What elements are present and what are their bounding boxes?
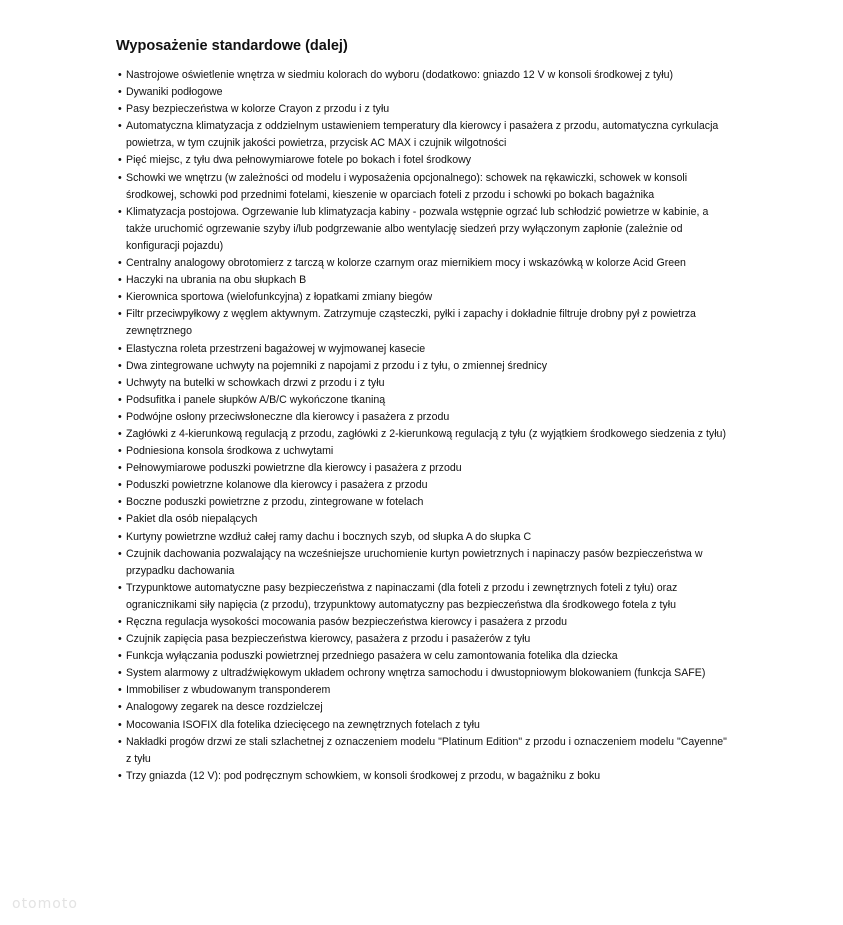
list-item: • Analogowy zegarek na desce rozdzielczej	[116, 699, 731, 716]
list-item: • Kierownica sportowa (wielofunkcyjna) z łopatkami zmiany biegów	[116, 289, 731, 306]
list-item: • Poduszki powietrzne kolanowe dla kierowcy i pasażera z przodu	[116, 477, 731, 494]
list-item: • Schowki we wnętrzu (w zależności od modelu i wyposażenia opcjonalnego): schowek na rękawiczki, schowek w konsoli środkowej, schowki pod przednimi fotelami, kieszenie w oparciach foteli z przodu i schowki po bokach bagażnika	[116, 170, 731, 204]
list-item: • Elastyczna roleta przestrzeni bagażowej w wyjmowanej kasecie	[116, 341, 731, 358]
watermark-logo: otomoto	[12, 896, 78, 912]
list-item: • Klimatyzacja postojowa. Ogrzewanie lub klimatyzacja kabiny - pozwala wstępnie ogrzać lub schłodzić powietrze w kabinie, a także uruchomić ogrzewanie szyby i/lub podgrzewanie albo wentylację siedzeń przy wyłączonym zapłonie (zależnie od konfiguracji pojazdu)	[116, 204, 731, 255]
list-item: • Podsufitka i panele słupków A/B/C wykończone tkaniną	[116, 392, 731, 409]
list-item: • Dywaniki podłogowe	[116, 84, 731, 101]
list-item: • Podniesiona konsola środkowa z uchwytami	[116, 443, 731, 460]
list-item: • Pięć miejsc, z tyłu dwa pełnowymiarowe fotele po bokach i fotel środkowy	[116, 152, 731, 169]
list-item: • Funkcja wyłączania poduszki powietrznej przedniego pasażera w celu zamontowania fotelika dla dziecka	[116, 648, 731, 665]
list-item: • Czujnik zapięcia pasa bezpieczeństwa kierowcy, pasażera z przodu i pasażerów z tyłu	[116, 631, 731, 648]
list-item: • Immobiliser z wbudowanym transponderem	[116, 682, 731, 699]
list-item: • Podwójne osłony przeciwsłoneczne dla kierowcy i pasażera z przodu	[116, 409, 731, 426]
list-item: • Trzy gniazda (12 V): pod podręcznym schowkiem, w konsoli środkowej z przodu, w bagażniku z boku	[116, 768, 731, 785]
list-item: • Uchwyty na butelki w schowkach drzwi z przodu i z tyłu	[116, 375, 731, 392]
list-item: • Nakładki progów drzwi ze stali szlachetnej z oznaczeniem modelu "Platinum Edition" z przodu i oznaczeniem modelu "Cayenne" z tyłu	[116, 734, 731, 768]
list-item: • Mocowania ISOFIX dla fotelika dziecięcego na zewnętrznych fotelach z tyłu	[116, 717, 731, 734]
list-item: • Pasy bezpieczeństwa w kolorze Crayon z przodu i z tyłu	[116, 101, 731, 118]
list-item: • System alarmowy z ultradźwiękowym układem ochrony wnętrza samochodu i dwustopniowym blokowaniem (funkcja SAFE)	[116, 665, 731, 682]
list-item: • Zagłówki z 4-kierunkową regulacją z przodu, zagłówki z 2-kierunkową regulacją z tyłu (z wyjątkiem środkowego siedzenia z tyłu)	[116, 426, 731, 443]
list-item: • Automatyczna klimatyzacja z oddzielnym ustawieniem temperatury dla kierowcy i pasażera z przodu, automatyczna cyrkulacja powietrza, w tym czujnik jakości powietrza, przycisk AC MAX i czujnik wilgotności	[116, 118, 731, 152]
list-item: • Filtr przeciwpyłkowy z węglem aktywnym. Zatrzymuje cząsteczki, pyłki i zapachy i dokładnie filtruje drobny pył z powietrza zewnętrznego	[116, 306, 731, 340]
list-item: • Boczne poduszki powietrzne z przodu, zintegrowane w fotelach	[116, 494, 731, 511]
section-title: Wyposażenie standardowe (dalej)	[116, 38, 348, 54]
list-item: • Centralny analogowy obrotomierz z tarczą w kolorze czarnym oraz miernikiem mocy i wskazówką w kolorze Acid Green	[116, 255, 731, 272]
equipment-list	[116, 67, 731, 785]
list-item: • Nastrojowe oświetlenie wnętrza w siedmiu kolorach do wyboru (dodatkowo: gniazdo 12 V w konsoli środkowej z tyłu)	[116, 67, 731, 84]
list-item: • Dwa zintegrowane uchwyty na pojemniki z napojami z przodu i z tyłu, o zmiennej średnicy	[116, 358, 731, 375]
list-item: • Ręczna regulacja wysokości mocowania pasów bezpieczeństwa kierowcy i pasażera z przodu	[116, 614, 731, 631]
list-item: • Kurtyny powietrzne wzdłuż całej ramy dachu i bocznych szyb, od słupka A do słupka C	[116, 529, 731, 546]
list-item: • Pełnowymiarowe poduszki powietrzne dla kierowcy i pasażera z przodu	[116, 460, 731, 477]
list-item: • Czujnik dachowania pozwalający na wcześniejsze uruchomienie kurtyn powietrznych i napinaczy pasów bezpieczeństwa w przypadku dachowania	[116, 546, 731, 580]
list-item: • Trzypunktowe automatyczne pasy bezpieczeństwa z napinaczami (dla foteli z przodu i zewnętrznych foteli z tyłu) oraz ogranicznikami siły napięcia (z przodu), trzypunktowy automatyczny pas bezpieczeństwa dla środkowego fotela z tyłu	[116, 580, 731, 614]
list-item: • Haczyki na ubrania na obu słupkach B	[116, 272, 731, 289]
list-item: • Pakiet dla osób niepalących	[116, 511, 731, 528]
